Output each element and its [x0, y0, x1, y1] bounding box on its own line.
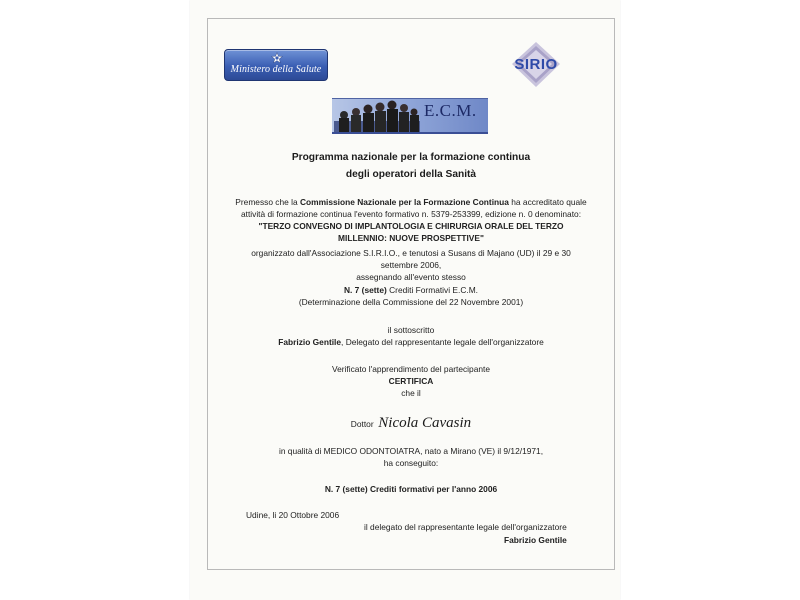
final-credits: N. 7 (sette) Crediti formativi per l'anno 2006 [324, 484, 498, 494]
commission-name: Commissione Nazionale per la Formazione Continua [299, 197, 509, 207]
certifica-heading: CERTIFICA [388, 376, 434, 386]
ecm-banner [332, 98, 488, 134]
participant-line [207, 414, 615, 433]
body-accreditation: attività di formazione continua l'evento formativo n. 5379-253399, edizione n. 0 denominato: [240, 209, 582, 219]
body-verified: Verificato l'apprendimento del partecipante [331, 364, 491, 374]
certificate-title-line-1: Programma nazionale per la formazione continua [291, 152, 531, 163]
sirio-logo [505, 42, 567, 87]
event-title-line-2: MILLENNIO: NUOVE PROSPETTIVE" [338, 233, 484, 243]
body-achieved: ha conseguito: [383, 458, 439, 468]
participant-name: Nicola Cavasin [378, 415, 472, 431]
body-undersigned: il sottoscritto [387, 325, 435, 335]
body-signer [207, 337, 615, 348]
body-qualification: in qualità di MEDICO ODONTOIATRA, nato a Mirano (VE) il 9/12/1971, [278, 446, 544, 456]
people-group-icon [334, 99, 420, 133]
signer-role: , Delegato del rappresentante legale dell'organizzatore [341, 337, 544, 347]
signer-name: Fabrizio Gentile [278, 337, 342, 347]
participant-title: Dottor [350, 419, 374, 429]
signature-name: Fabrizio Gentile [504, 535, 567, 545]
body-organizer: organizzato dall'Associazione S.I.R.I.O., e tenutosi a Susans di Majano (UD) il 29 e 30 [251, 248, 571, 258]
credits-label: Crediti Formativi E.C.M. [386, 285, 479, 295]
event-title-line-1: "TERZO CONVEGNO DI IMPLANTOLOGIA E CHIRURGIA ORALE DEL TERZO [258, 221, 564, 231]
credits-count: N. 7 (sette) [343, 285, 387, 295]
premise-text-end: ha accreditato quale [508, 197, 587, 207]
republic-emblem-icon [271, 52, 283, 64]
certificate-title-line-2: degli operatori della Sanità [345, 169, 477, 180]
premise-text: Premesso che la [235, 197, 300, 207]
body-determination: (Determinazione della Commissione del 22 Novembre 2001) [298, 297, 524, 307]
body-assigning: assegnando all'evento stesso [356, 272, 466, 282]
delegate-label: il delegato del rappresentante legale dell'organizzatore [364, 522, 567, 532]
place-and-date: Udine, li 20 Ottobre 2006 [246, 510, 340, 520]
body-premise [207, 197, 615, 208]
sirio-logo-text: SIRIO [514, 56, 558, 73]
body-date: settembre 2006, [380, 260, 442, 270]
body-che-il: che il [401, 388, 421, 398]
ministero-logo [224, 49, 328, 81]
ministero-logo-text: Ministero della Salute [230, 64, 322, 75]
body-credits [207, 285, 615, 296]
ecm-banner-text: E.C.M. [424, 101, 477, 120]
